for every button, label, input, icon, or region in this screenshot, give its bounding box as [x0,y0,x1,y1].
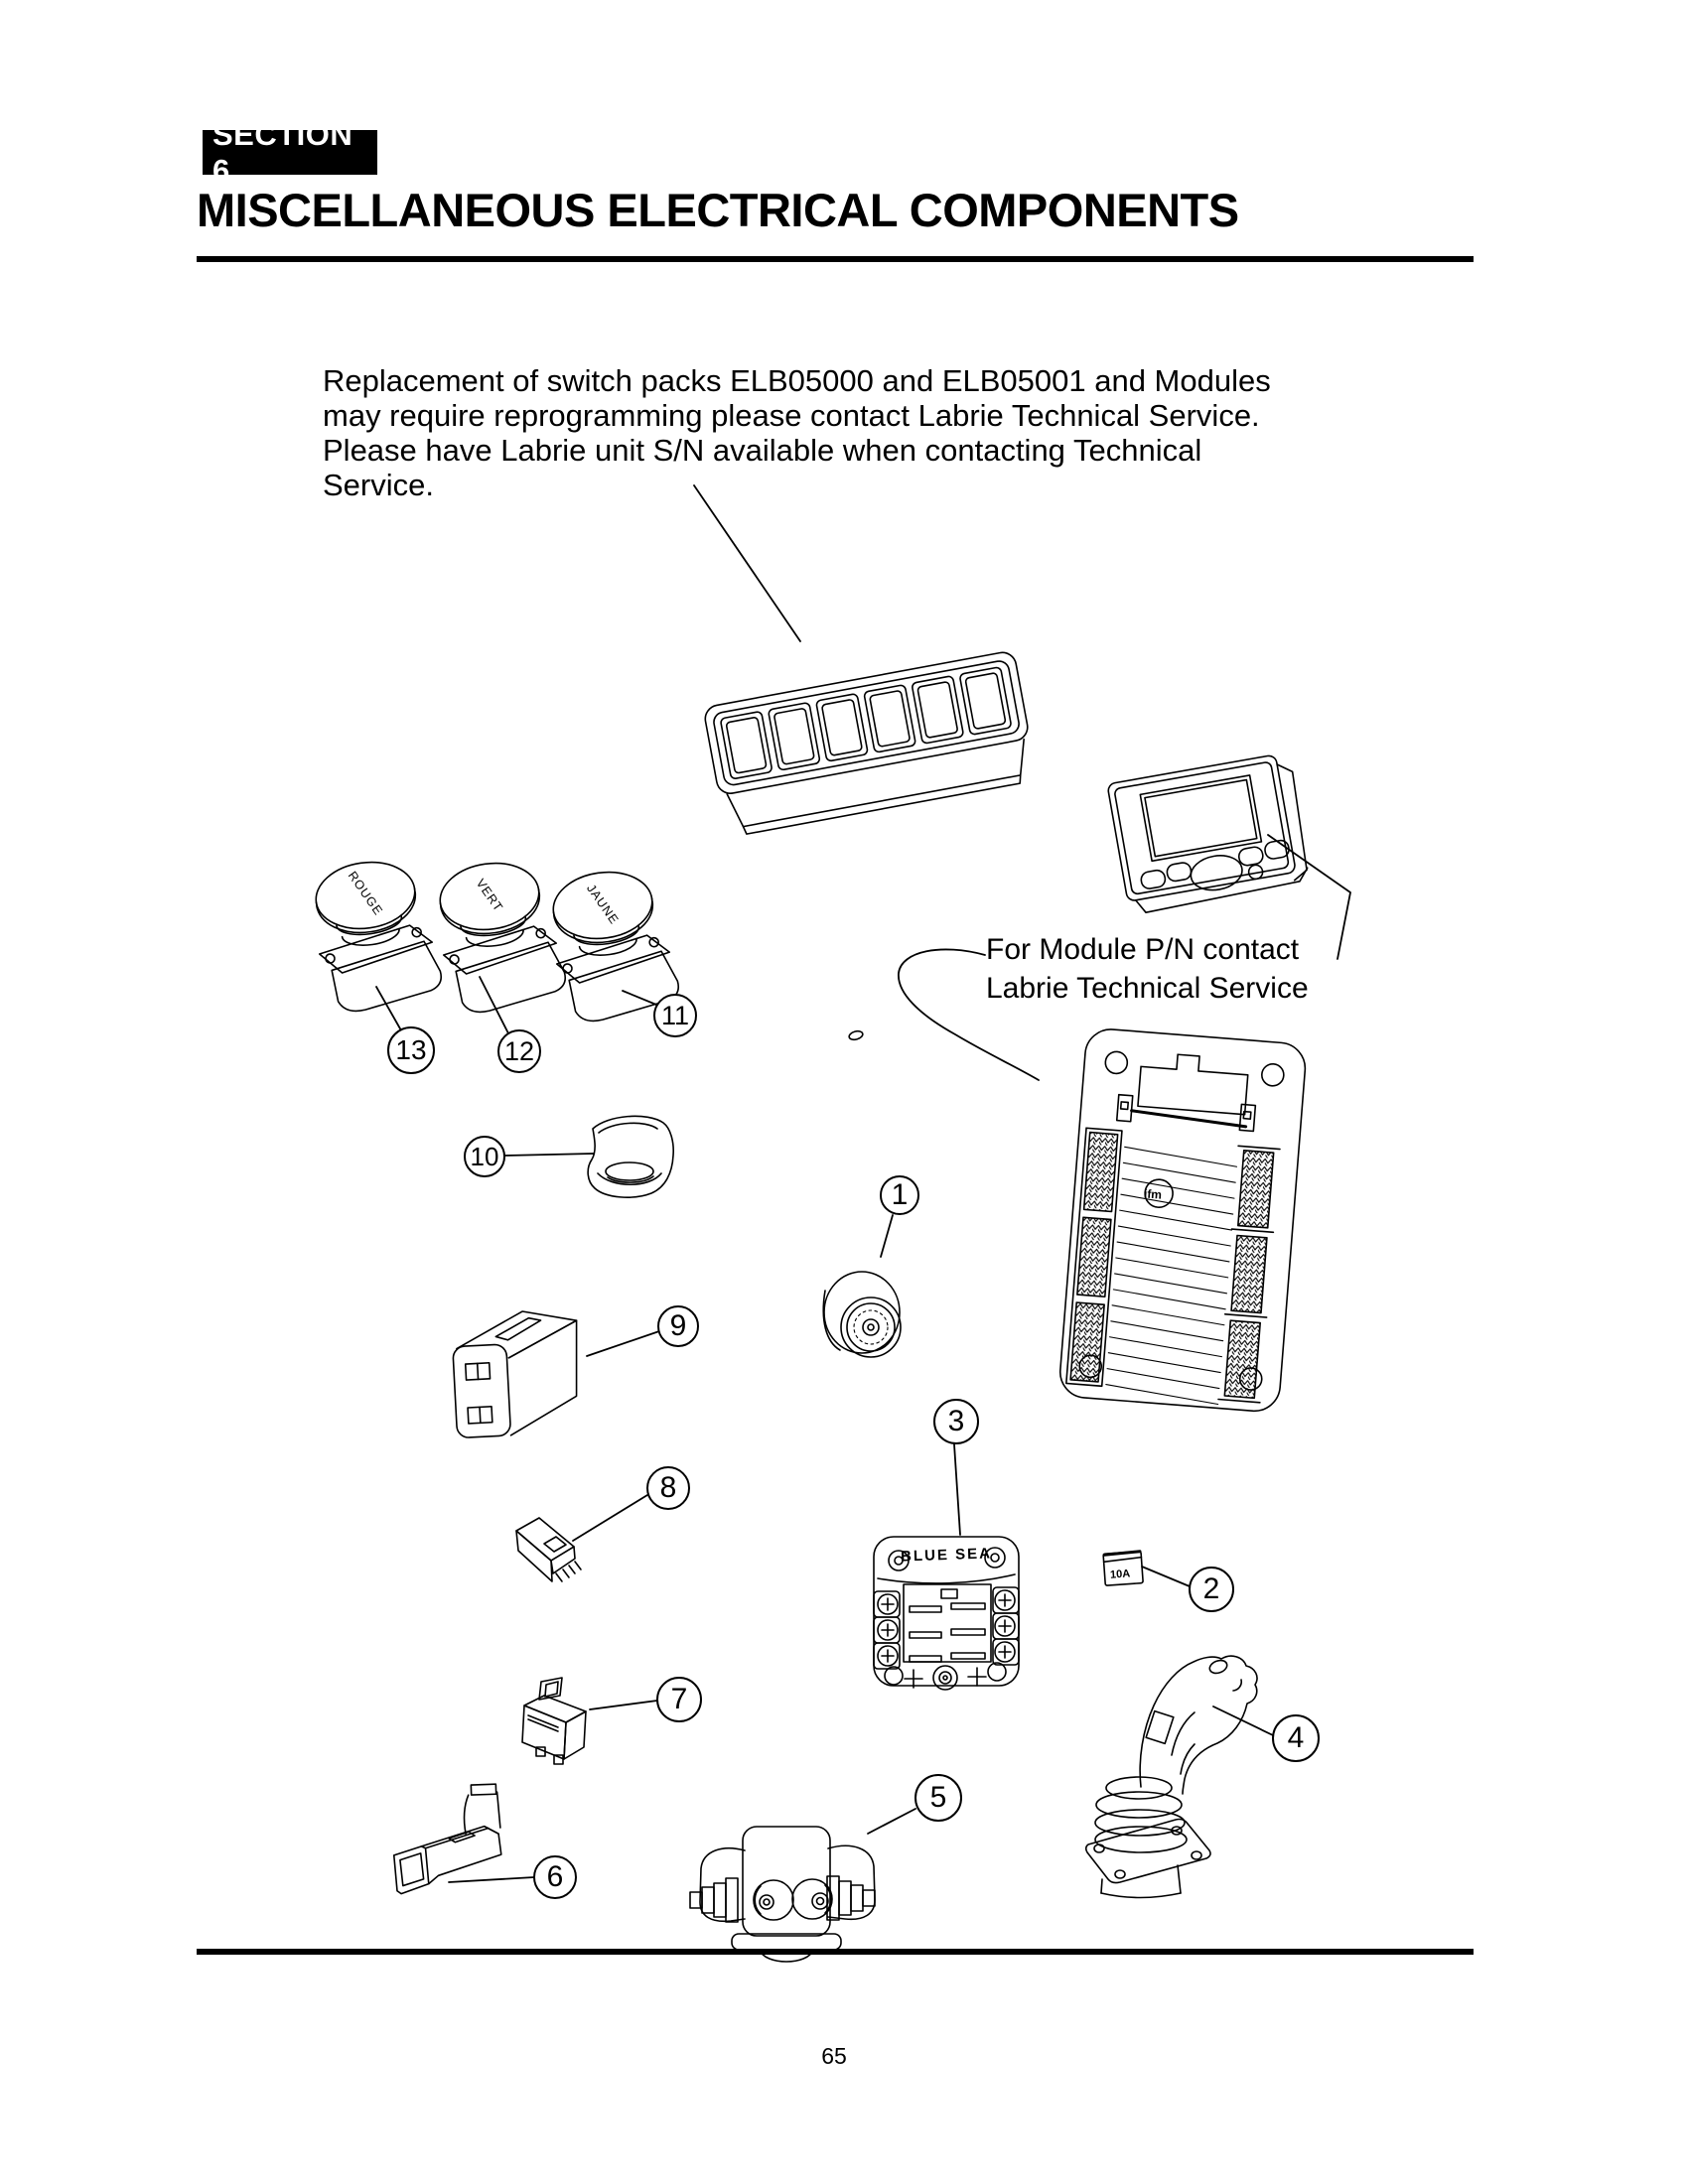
callout-9: 9 [657,1305,699,1347]
leader-12 [480,977,508,1033]
leader-8 [573,1495,647,1541]
leader-6 [449,1877,534,1882]
note-line-3: Please have Labrie unit S/N available when contacting Technical [323,433,1202,468]
button-red-label: ROUGE [345,869,386,918]
button-yellow-label: JAUNE [584,882,622,927]
section-badge-label: SECTION 6 [212,116,353,188]
callout-10: 10 [464,1136,505,1177]
callout-3: 3 [933,1399,979,1444]
small-oval-mark [848,1029,864,1040]
buzzer-drawing [823,1272,901,1357]
pushbutton-13-drawing [308,854,445,1015]
page-title: MISCELLANEOUS ELECTRICAL COMPONENTS [197,184,1239,236]
leader-3 [954,1444,960,1535]
leader-13 [376,987,401,1030]
leader-note-to-switchpack [694,485,800,641]
callout-7: 7 [656,1677,702,1722]
callout-1: 1 [880,1175,919,1215]
solenoid-drawing [690,1827,875,1962]
small-relay-drawing [516,1518,581,1581]
leader-10 [505,1154,594,1156]
relay-box-drawing [451,1308,582,1437]
display-dial [1189,852,1245,894]
circuit-breaker-drawing [522,1678,586,1764]
callout-13: 13 [387,1026,435,1074]
mounting-hole [1104,1051,1128,1075]
leader-display-to-note [1268,835,1350,959]
display-button [1166,862,1193,883]
ifm-logo-label: ifm [1143,1186,1163,1202]
page-number: 65 [821,2043,847,2069]
leader-lines [376,485,1350,1882]
leader-9 [587,1331,659,1356]
connector-drawing [391,1784,502,1894]
callout-8: 8 [646,1466,690,1510]
leader-1 [881,1215,893,1257]
leader-note-to-ecu [899,949,1039,1080]
grommet-drawing [588,1116,673,1197]
joystick-drawing [1086,1656,1257,1897]
note-line-4: Service. [323,468,434,502]
callout-5: 5 [914,1774,962,1822]
callout-4: 4 [1272,1714,1320,1762]
pushbutton-12-drawing [432,855,569,1016]
switch-pack-drawing [703,650,1038,838]
callout-12: 12 [497,1029,541,1073]
mounting-hole [1261,1063,1285,1087]
leader-5 [868,1809,915,1834]
display-button [1237,846,1264,867]
module-note-line-1: For Module P/N contact [986,933,1300,966]
leader-4 [1213,1706,1273,1735]
display-module-drawing [1107,752,1312,915]
fuse-block-brand-label: BLUE SEA [900,1545,993,1566]
callout-2: 2 [1189,1567,1234,1612]
leader-11 [623,991,656,1005]
ecu-module-drawing [1058,1027,1308,1413]
leader-7 [590,1701,657,1709]
note-line-2: may require reprogramming please contact Labrie Technical Service. [323,398,1260,433]
callout-6: 6 [533,1855,577,1899]
leader-2 [1142,1567,1190,1586]
display-button [1140,869,1167,889]
fuse-rating-label: 10A [1109,1568,1131,1581]
callout-11: 11 [653,994,697,1037]
button-green-label: VERT [473,876,506,915]
module-note-line-2: Labrie Technical Service [986,972,1309,1005]
note-line-1: Replacement of switch packs ELB05000 and ELB05001 and Modules [323,363,1271,398]
